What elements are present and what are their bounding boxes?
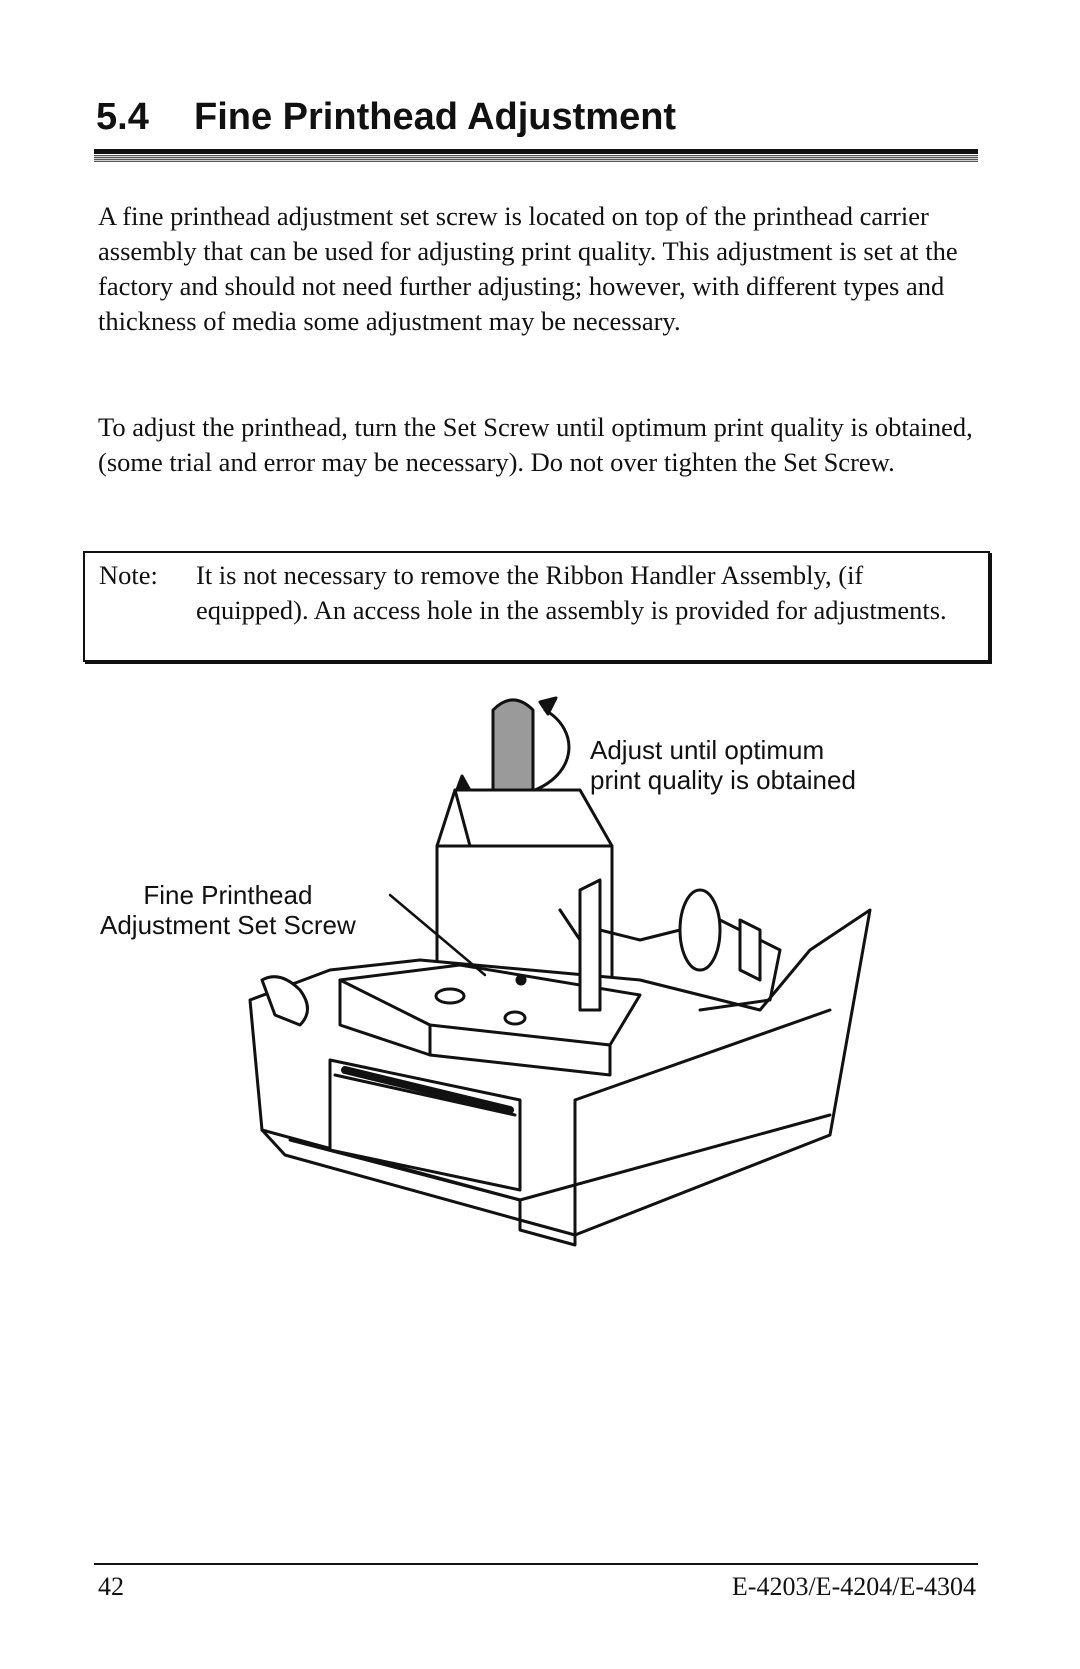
section-title: Fine Printhead Adjustment [194,96,677,138]
footer-rule [94,1563,978,1565]
callout-adjust-line1: Adjust until optimum [590,735,825,765]
printer-illustration [0,680,1080,1300]
callout-adjust [590,735,856,795]
section-number: 5.4 [96,96,149,138]
section-heading [96,96,976,139]
heading-rule-shade [94,155,978,162]
callout-adjust-line2: print quality is obtained [590,765,856,795]
callout-screw-line1: Fine Printhead [143,880,313,910]
callout-set-screw [100,880,356,940]
note-text: It is not necessary to remove the Ribbon Handler Assembly, (if equipped). An access hole in the assembly is provided for adjustments. [196,560,947,625]
page-number: 42 [98,1572,124,1601]
paragraph-instructions: To adjust the printhead, turn the Set Screw until optimum print quality is obtained, (some trial and error may be necessary). Do not over tighten the Set Screw. [98,412,973,477]
model-numbers: E-4203/E-4204/E-4304 [731,1572,976,1601]
callout-screw-line2: Adjustment Set Screw [100,910,356,940]
heading-rule [94,149,978,154]
paragraph-intro: A fine printhead adjustment set screw is located on top of the printhead carrier assembly that can be used for adjusting print quality. This adjustment is set at the factory and should not need further adjusting; however, with different types and thickness of media some adjustment may be necessary. [98,201,958,336]
note-label: Note: [99,560,158,590]
note-box [83,551,990,662]
